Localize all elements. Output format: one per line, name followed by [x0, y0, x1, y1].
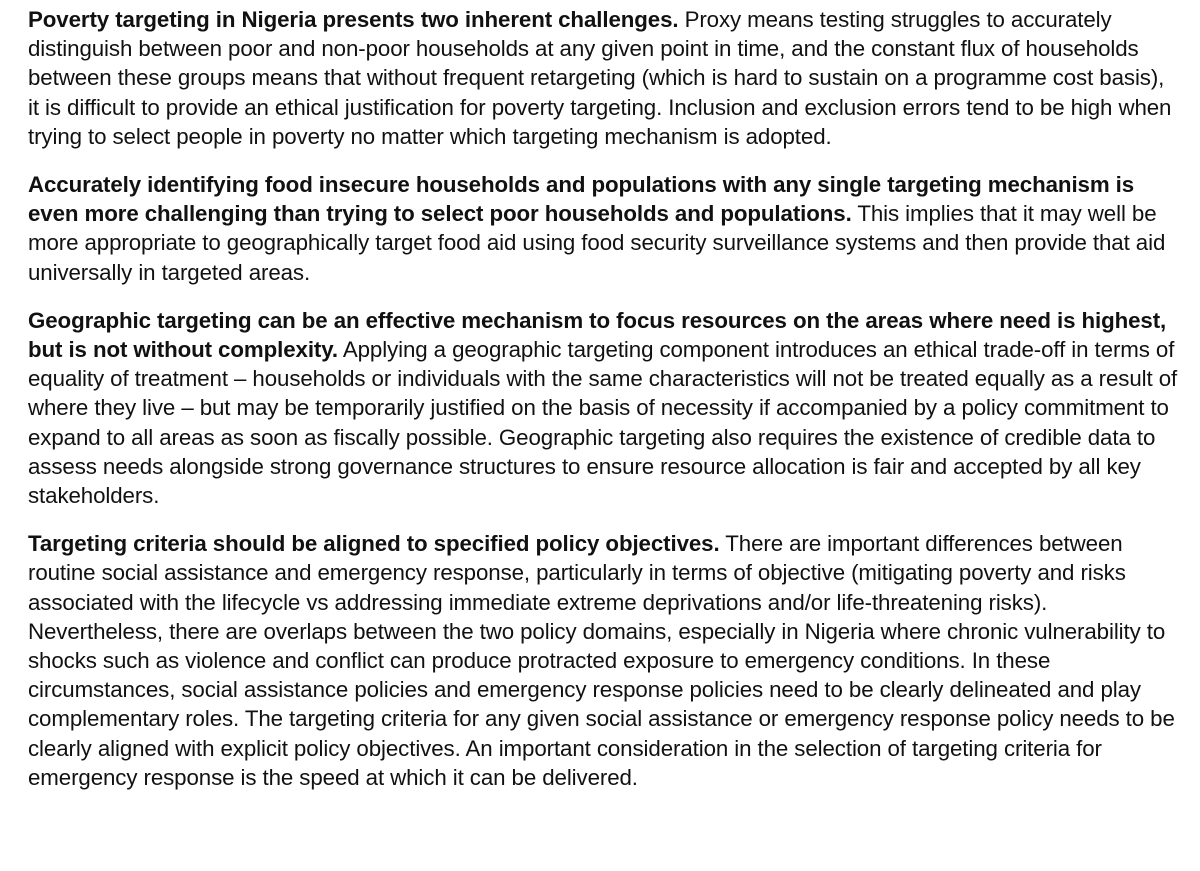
paragraph-lead: Accurately identifying food insecure households and populations with any single targeting mechanism is even more challenging than trying to select poor households and populations. — [28, 172, 1135, 227]
paragraph-body: Proxy means testing struggles to accurately distinguish between poor and non-poor households at any given point in time, and the constant flux of households between these groups means that without frequent retargeting (which is hard to sustain on a programme cost basis), it is difficult to provide an ethical justification for poverty targeting. Inclusion and exclusion errors tend to be high when trying to select people in poverty no matter which targeting mechanism is adopted. — [28, 7, 1172, 149]
document-body — [28, 5, 1178, 811]
paragraph-lead: Targeting criteria should be aligned to specified policy objectives. — [28, 531, 720, 557]
paragraph-body: This implies that it may well be more appropriate to geographically target food aid using food security surveillance systems and then provide that aid universally in targeted areas. — [28, 201, 1166, 285]
paragraph-poverty-targeting — [28, 5, 1178, 151]
paragraph-body: Applying a geographic targeting component introduces an ethical trade-off in terms of equality of treatment – households or individuals with the same characteristics will not be treated equally as a result of where they live – but may be temporarily justified on the basis of necessity if accompanied by a policy commitment to expand to all areas as soon as fiscally possible. Geographic targeting also requires the existence of credible data to assess needs alongside strong governance structures to ensure resource allocation is fair and accepted by all key stakeholders. — [28, 337, 1178, 509]
paragraph-food-insecurity — [28, 170, 1178, 287]
paragraph-body: There are important differences between routine social assistance and emergency response, particularly in terms of objective (mitigating poverty and risks associated with the lifecycle vs addressing immediate extreme deprivations and/or life-threatening risks). Nevertheless, there are overlaps between the two policy domains, especially in Nigeria where chronic vulnerability to shocks such as violence and conflict can produce protracted exposure to emergency conditions. In these circumstances, social assistance policies and emergency response policies need to be clearly delineated and play complementary roles. The targeting criteria for any given social assistance or emergency response policy needs to be clearly aligned with explicit policy objectives. An important consideration in the selection of targeting criteria for emergency response is the speed at which it can be delivered. — [28, 531, 1175, 790]
paragraph-geographic-targeting — [28, 306, 1178, 510]
paragraph-lead: Poverty targeting in Nigeria presents two inherent challenges. — [28, 7, 679, 32]
paragraph-lead: Geographic targeting can be an effective mechanism to focus resources on the areas where need is highest, but is not without complexity. — [28, 307, 1167, 363]
paragraph-targeting-criteria — [28, 529, 1178, 792]
